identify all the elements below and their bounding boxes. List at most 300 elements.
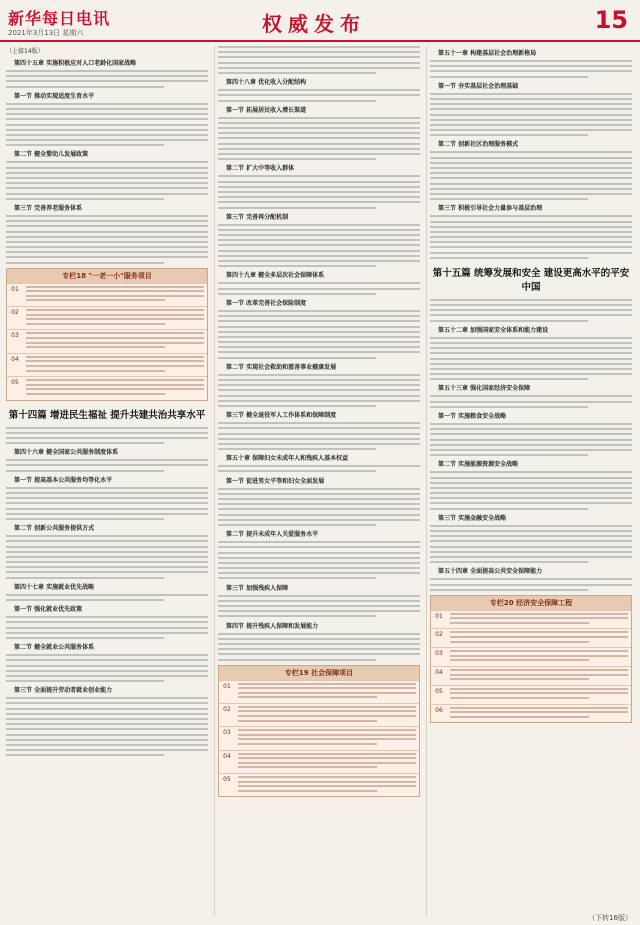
text-line (430, 215, 632, 217)
box-row (7, 306, 207, 329)
text-line (6, 80, 208, 82)
column-1 (6, 46, 208, 916)
text-line (430, 482, 632, 484)
text-line (430, 373, 632, 375)
text-line (6, 659, 208, 661)
text-line (6, 621, 208, 623)
text-line (6, 442, 164, 444)
text-line (238, 734, 416, 736)
text-line (218, 293, 376, 295)
text-line (430, 320, 588, 322)
text-line (218, 605, 420, 607)
text-line (430, 129, 632, 131)
text-line (430, 589, 588, 591)
text-line (6, 231, 208, 233)
text-line (6, 637, 164, 639)
text-line (218, 186, 420, 188)
text-line (430, 157, 632, 159)
column-2 (218, 46, 420, 916)
text-line (430, 584, 632, 586)
text-line (218, 519, 420, 521)
text-line (450, 622, 589, 624)
text-line (26, 290, 204, 292)
box-title: 专栏20 经济安全保障工程 (431, 596, 631, 610)
text-line (430, 433, 632, 435)
section-heading: 第一节 提高基本公共服务均等化水平 (14, 476, 113, 484)
text-line (6, 734, 208, 736)
text-line (218, 508, 420, 510)
text-line (218, 351, 420, 353)
text-line (218, 148, 420, 150)
text-line (6, 654, 208, 656)
text-line (450, 636, 628, 638)
text-line (6, 665, 208, 667)
text-line (26, 379, 204, 381)
box-row-number: 05 (223, 776, 231, 783)
text-line (6, 236, 208, 238)
text-line (218, 438, 420, 440)
text-line (218, 433, 420, 435)
text-line (6, 198, 164, 200)
sidebar-box (430, 595, 632, 724)
section-heading: 第三节 全面提升劳动者就业创业能力 (14, 687, 113, 695)
text-line (6, 713, 208, 715)
text-line (238, 766, 377, 768)
text-line (218, 100, 376, 102)
text-line (430, 167, 632, 169)
issue-date: 2021年3月13日 星期六 (8, 29, 84, 37)
text-line (26, 356, 204, 358)
section-heading: 第五十一章 构建基层社会治理新格局 (438, 50, 537, 57)
text-line (430, 535, 632, 537)
box-row-number: 01 (435, 612, 443, 620)
section-heading: 第二节 创新社区治理服务模式 (438, 141, 519, 149)
text-line (450, 655, 628, 657)
text-line (430, 257, 588, 259)
text-line (6, 187, 208, 189)
text-line (6, 225, 208, 227)
text-line (6, 540, 208, 542)
section-heading: 第四十七章 实施就业优先战略 (14, 583, 95, 591)
text-line (218, 51, 420, 53)
text-line (430, 502, 632, 504)
text-line (238, 683, 416, 685)
text-line (450, 692, 628, 694)
text-line (238, 710, 416, 712)
text-line (238, 743, 377, 745)
text-line (26, 346, 165, 348)
text-line (430, 378, 588, 380)
text-line (238, 729, 416, 731)
text-line (6, 508, 208, 510)
text-line (430, 241, 632, 243)
text-line (218, 643, 420, 645)
section-heading: 第三节 实施金融安全战略 (438, 514, 507, 522)
text-line (430, 477, 632, 479)
text-line (218, 448, 376, 450)
text-line (238, 790, 377, 792)
text-line (218, 422, 420, 424)
text-line (218, 493, 420, 495)
newspaper-logo: 新华每日电讯 (8, 9, 111, 28)
text-line (218, 470, 376, 472)
text-line (218, 379, 420, 381)
text-line (430, 556, 632, 558)
text-line (6, 215, 208, 217)
text-line (430, 540, 632, 542)
text-line (218, 546, 420, 548)
text-line (218, 326, 420, 328)
section-heading: 第三节 积极引导社会力量参与基层治理 (438, 205, 543, 213)
text-line (6, 728, 208, 730)
text-line (430, 252, 632, 254)
text-line (6, 432, 208, 434)
box-row (431, 666, 631, 685)
text-line (218, 427, 420, 429)
text-line (6, 594, 208, 596)
text-line (218, 443, 420, 445)
masthead (0, 0, 640, 42)
text-line (26, 314, 204, 316)
text-line (430, 487, 632, 489)
text-line (26, 384, 204, 386)
text-line (430, 358, 632, 360)
text-line (218, 153, 420, 155)
text-line (6, 551, 208, 553)
section-heading: 第二节 实现社会救助和慈善事业健康发展 (226, 363, 337, 371)
text-line (26, 342, 204, 344)
text-line (218, 552, 420, 554)
section-heading: 第四节 提升残疾人保障和发展能力 (226, 622, 319, 630)
text-line (430, 337, 632, 339)
box-row (219, 750, 419, 773)
section-heading: 第二节 健全婴幼儿发展政策 (14, 151, 89, 159)
box-row-number: 02 (223, 705, 231, 713)
text-line (238, 687, 416, 689)
text-line (6, 708, 208, 710)
section-heading: 第一节 推动实现适度生育水平 (14, 92, 95, 100)
text-line (218, 648, 420, 650)
text-line (6, 518, 164, 520)
text-line (218, 72, 376, 74)
text-line (218, 524, 376, 526)
text-line (6, 256, 208, 258)
text-line (430, 304, 632, 306)
text-line (430, 103, 632, 105)
text-line (430, 406, 588, 408)
text-line (218, 67, 420, 69)
text-line (238, 753, 416, 755)
text-line (6, 599, 164, 601)
text-line (430, 578, 632, 580)
text-line (218, 374, 420, 376)
text-line (218, 610, 420, 612)
text-line (430, 471, 632, 473)
part-heading: 第十五篇 统筹发展和安全 建设更高水平的平安中国 (432, 267, 630, 293)
text-line (218, 659, 376, 661)
text-line (6, 172, 208, 174)
text-line (6, 241, 208, 243)
text-line (218, 229, 420, 231)
text-line (450, 678, 589, 680)
text-line (218, 62, 420, 64)
text-line (6, 427, 208, 429)
text-line (6, 754, 164, 756)
text-line (6, 723, 208, 725)
text-line (238, 706, 416, 708)
text-line (430, 151, 632, 153)
text-line (218, 224, 420, 226)
text-line (26, 295, 204, 297)
text-line (430, 309, 632, 311)
text-line (218, 384, 420, 386)
text-line (6, 616, 208, 618)
text-line (430, 162, 632, 164)
text-line (218, 255, 420, 257)
text-line (6, 670, 208, 672)
text-line (218, 56, 420, 58)
text-line (218, 89, 420, 91)
text-line (430, 347, 632, 349)
text-line (6, 487, 208, 489)
box-row-number: 03 (11, 332, 19, 340)
text-line (430, 76, 588, 78)
section-heading: 第三节 完善再分配机制 (226, 213, 289, 221)
text-line (430, 114, 632, 116)
section-heading: 第五十二章 加强国家安全体系和能力建设 (438, 326, 549, 334)
box-row (7, 353, 207, 376)
text-line (218, 638, 420, 640)
text-line (430, 352, 632, 354)
text-line (238, 757, 416, 759)
text-line (218, 191, 420, 193)
text-line (430, 231, 632, 233)
text-line (218, 143, 420, 145)
section-heading: 第三节 完善养老服务体系 (14, 204, 83, 212)
text-line (6, 749, 208, 751)
box-row (431, 685, 631, 704)
text-line (218, 320, 420, 322)
text-line (6, 744, 208, 746)
text-line (6, 144, 164, 146)
text-line (218, 201, 420, 203)
text-line (218, 244, 420, 246)
text-line (218, 250, 420, 252)
text-line (218, 498, 420, 500)
text-line (218, 600, 420, 602)
text-line (430, 65, 632, 67)
text-line (430, 108, 632, 110)
text-line (6, 470, 164, 472)
text-line (218, 405, 376, 407)
text-line (238, 696, 377, 698)
text-line (430, 119, 632, 121)
text-line (450, 707, 628, 709)
text-line (26, 370, 165, 372)
text-line (6, 139, 208, 141)
text-line (430, 124, 632, 126)
text-line (6, 108, 208, 110)
text-line (218, 315, 420, 317)
text-line (218, 260, 420, 262)
text-line (6, 134, 208, 136)
text-line (26, 299, 165, 301)
text-line (430, 177, 632, 179)
text-line (450, 674, 628, 676)
text-line (430, 395, 632, 397)
section-heading: 第四十九章 健全多层次社会保障体系 (226, 272, 325, 280)
text-line (450, 631, 628, 633)
box-row (219, 726, 419, 749)
text-line (450, 711, 628, 713)
section-heading: 第一节 促进男女平等和妇女全面发展 (226, 477, 325, 485)
box-row (219, 773, 419, 796)
text-line (430, 314, 632, 316)
box-row (219, 703, 419, 726)
text-line (430, 183, 632, 185)
text-line (6, 513, 208, 515)
text-line (218, 137, 420, 139)
text-line (218, 615, 376, 617)
text-line (6, 75, 208, 77)
text-line (430, 342, 632, 344)
section-heading: 第二节 提升未成年人关爱服务水平 (226, 531, 319, 539)
text-line (26, 286, 204, 288)
text-line (450, 697, 589, 699)
text-line (6, 246, 208, 248)
text-line (430, 497, 632, 499)
text-line (218, 122, 420, 124)
text-line (238, 715, 416, 717)
continue-note: （下转16版） (588, 914, 632, 922)
text-line (218, 595, 420, 597)
box-row-number: 01 (11, 285, 19, 293)
text-line (218, 282, 420, 284)
text-line (6, 251, 208, 253)
section-heading: 第五十四章 全面提高公共安全保障能力 (438, 568, 543, 576)
text-line (430, 98, 632, 100)
box-row (7, 283, 207, 306)
section-title: 权威发布 (262, 12, 366, 36)
text-line (6, 161, 208, 163)
text-line (26, 337, 204, 339)
section-heading: 第一节 夯实基层社会治理基础 (438, 82, 519, 90)
section-heading: 第三节 健全退役军人工作体系和保障制度 (226, 412, 337, 420)
text-line (430, 246, 632, 248)
text-line (26, 365, 204, 367)
text-line (6, 220, 208, 222)
section-heading: 第二节 实施能源资源安全战略 (438, 461, 519, 469)
text-line (450, 650, 628, 652)
text-line (218, 175, 420, 177)
text-line (26, 360, 204, 362)
text-line (430, 60, 632, 62)
text-line (6, 497, 208, 499)
text-line (218, 265, 376, 267)
text-line (430, 188, 632, 190)
page-number: 15 (594, 6, 628, 34)
text-line (238, 692, 416, 694)
text-line (450, 669, 628, 671)
section-heading: 第一节 拓展居民收入增长渠道 (226, 106, 307, 114)
text-line (6, 193, 208, 195)
text-line (6, 502, 208, 504)
section-heading: 第一节 强化就业优先政策 (14, 606, 83, 614)
text-line (6, 566, 208, 568)
text-line (6, 632, 208, 634)
text-line (6, 70, 208, 72)
text-line (218, 557, 420, 559)
text-line (430, 193, 632, 195)
text-line (430, 236, 632, 238)
text-line (6, 492, 208, 494)
text-line (6, 702, 208, 704)
text-line (238, 762, 416, 764)
box-row-number: 05 (435, 687, 443, 695)
text-line (430, 423, 632, 425)
box-row-number: 01 (223, 682, 231, 690)
text-line (430, 221, 632, 223)
text-line (6, 627, 208, 629)
box-row-number: 02 (11, 309, 19, 316)
text-line (26, 318, 204, 320)
text-line (6, 718, 208, 720)
text-line (26, 393, 165, 395)
text-line (450, 617, 628, 619)
section-heading: 第二节 创新公共服务提供方式 (14, 525, 95, 533)
text-line (430, 428, 632, 430)
text-line (218, 46, 420, 48)
text-line (26, 323, 165, 325)
text-line (430, 363, 632, 365)
text-line (6, 571, 208, 573)
sidebar-box (218, 665, 420, 798)
text-line (6, 124, 208, 126)
section-heading: 第五十章 保障妇女未成年人和残疾人基本权益 (226, 455, 349, 463)
text-line (430, 551, 632, 553)
text-line (430, 172, 632, 174)
text-line (6, 577, 164, 579)
text-line (238, 738, 416, 740)
box-row-number: 06 (435, 706, 443, 714)
text-line (218, 346, 420, 348)
section-heading: 第四十五章 实施积极应对人口老龄化国家战略 (14, 60, 137, 67)
text-line (238, 781, 416, 783)
text-line (430, 449, 632, 451)
text-line (450, 688, 628, 690)
text-line (6, 113, 208, 115)
box-row (431, 610, 631, 629)
box-row-number: 04 (435, 669, 443, 677)
text-line (6, 129, 208, 131)
text-line (450, 716, 589, 718)
box-row (431, 628, 631, 647)
text-line (430, 508, 588, 510)
article-body (6, 46, 634, 918)
text-line (218, 181, 420, 183)
box-row-number: 05 (11, 379, 19, 387)
text-line (218, 400, 420, 402)
text-line (430, 530, 632, 532)
section-heading: 第一节 改革完善社会保险制度 (226, 299, 307, 307)
text-line (218, 158, 376, 160)
text-line (218, 653, 420, 655)
text-line (430, 299, 632, 301)
text-line (218, 196, 420, 198)
text-line (6, 177, 208, 179)
text-line (6, 464, 208, 466)
text-line (218, 310, 420, 312)
